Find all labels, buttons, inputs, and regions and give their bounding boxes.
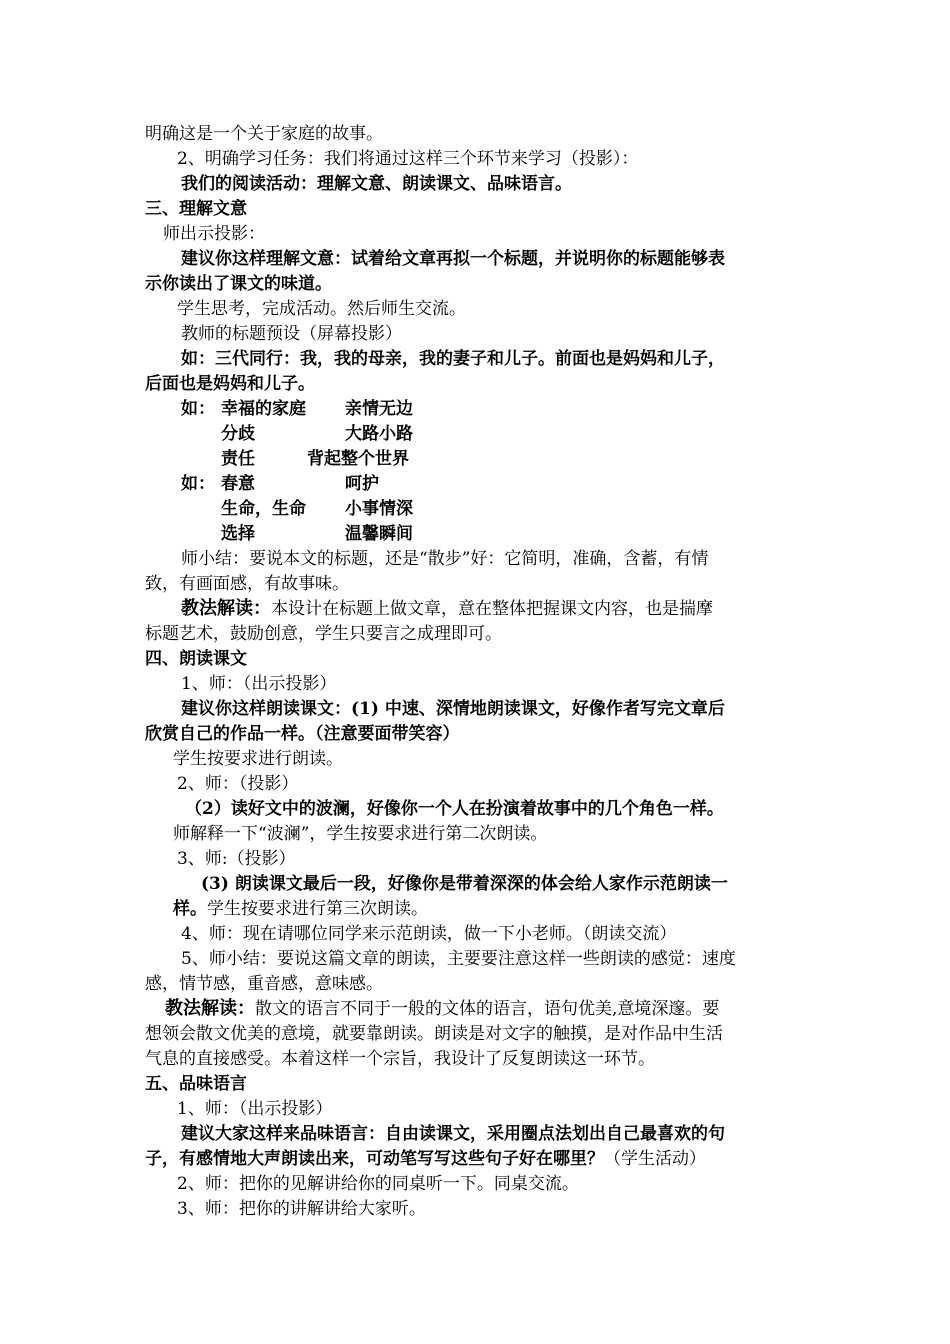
text-line: 气息的直接感受。本着这样一个宗旨，我设计了反复朗读这一环节。 (145, 1049, 655, 1069)
text-line (181, 597, 713, 621)
text-line-bold: (3) 朗读课文最后一段，好像你是带着深深的体会给人家作示范朗读一 (201, 874, 728, 894)
text-line: 感，情节感，重音感，意味感。 (145, 974, 383, 994)
method-text: 本设计在标题上做文章，意在整体把握课文内容，也是揣摩 (271, 599, 713, 619)
text-line: 5、师小结：要说这篇文章的朗读，主要要注意这样一些朗读的感觉：速度 (181, 949, 736, 969)
text-line (145, 1147, 706, 1171)
text-line: 2、明确学习任务：我们将通过这样三个环节来学习（投影）： (177, 149, 639, 169)
text-line: 致，有画面感，有故事味。 (145, 574, 349, 594)
list-item: 幸福的家庭 (221, 399, 306, 419)
text-line: 3、师:（投影） (177, 849, 296, 869)
list-prefix: 如： (181, 474, 215, 494)
text-line-bold: 后面也是妈妈和儿子。 (145, 374, 315, 394)
list-item: 背起整个世界 (307, 449, 409, 469)
list-item: 亲情无边 (345, 399, 413, 419)
text-line-bold: 欣赏自己的作品一样。（注意要面带笑容） (145, 724, 460, 744)
text-bold-fragment: 样。 (173, 899, 207, 919)
method-text: 散文的语言不同于一般的文体的语言，语句优美,意境深邃。要 (255, 999, 720, 1019)
text-line: 学生思考，完成活动。然后师生交流。 (177, 299, 466, 319)
text-line-bold: 我们的阅读活动：理解文意、朗读课文、品味语言。 (181, 174, 572, 194)
text-line-bold: 建议你这样朗读课文：(1) 中速、深情地朗读课文，好像作者写完文章后 (181, 699, 725, 719)
text-line: 2、师：（投影） (177, 774, 299, 794)
text-line: 3、师：把你的讲解讲给大家听。 (177, 1199, 426, 1219)
method-label: 教法解读： (181, 598, 271, 619)
text-line: 师出示投影： (163, 224, 265, 244)
list-item: 呵护 (345, 474, 379, 494)
list-item: 生命，生命 (221, 499, 306, 519)
text-line: 教师的标题预设（屏幕投影） (181, 324, 402, 344)
text-line-bold: 建议大家这样来品味语言：自由读课文，采用圈点法划出自己最喜欢的句 (181, 1124, 725, 1144)
text-line-bold: 建议你这样理解文意：试着给文章再拟一个标题，并说明你的标题能够表 (181, 249, 725, 269)
text-line: 明确这是一个关于家庭的故事。 (145, 124, 383, 144)
text-line: 2、师：把你的见解讲给你的同桌听一下。同桌交流。 (177, 1174, 579, 1194)
text-line: 标题艺术，鼓励创意，学生只要言之成理即可。 (145, 624, 502, 644)
list-item: 温馨瞬间 (345, 524, 413, 544)
method-label: 教法解读： (165, 998, 255, 1019)
text-line: 学生按要求进行朗读。 (173, 749, 343, 769)
text-fragment: 学生按要求进行第三次朗读。 (207, 899, 428, 919)
list-prefix: 如： (181, 399, 215, 419)
text-line: 想领会散文优美的意境，就要靠朗读。朗读是对文字的触摸，是对作品中生活 (145, 1024, 723, 1044)
text-line-bold: 示你读出了课文的味道。 (145, 274, 332, 294)
section-heading-5: 五、品味语言 (145, 1074, 247, 1094)
list-item: 分歧 (221, 424, 255, 444)
text-line: 1、师：（出示投影） (177, 1099, 333, 1119)
list-item: 春意 (221, 474, 255, 494)
text-line: 师解释一下“波澜”，学生按要求进行第二次朗读。 (173, 824, 548, 844)
text-line: 4、师：现在请哪位同学来示范朗读，做一下小老师。（朗读交流） (181, 924, 677, 944)
text-line: 师小结：要说本文的标题，还是“散步”好：它简明，准确，含蓄，有情 (181, 549, 709, 569)
section-heading-3: 三、理解文意 (145, 199, 247, 219)
text-fragment: （学生活动） (604, 1149, 706, 1169)
section-heading-4: 四、朗读课文 (145, 649, 247, 669)
list-item: 小事情深 (345, 499, 413, 519)
text-line (165, 997, 719, 1021)
text-line-bold: 如：三代同行：我，我的母亲，我的妻子和儿子。前面也是妈妈和儿子， (181, 349, 725, 369)
list-item: 责任 (221, 449, 255, 469)
text-bold-fragment: 子，有感情地大声朗读出来，可动笔写写这些句子好在哪里？ (145, 1149, 604, 1169)
list-item: 选择 (221, 524, 255, 544)
text-line (173, 897, 428, 921)
text-line: 1、师：（出示投影） (181, 674, 337, 694)
text-line-bold: （2）读好文中的波澜，好像你一个人在扮演着故事中的几个角色一样。 (185, 799, 724, 819)
list-item: 大路小路 (345, 424, 413, 444)
